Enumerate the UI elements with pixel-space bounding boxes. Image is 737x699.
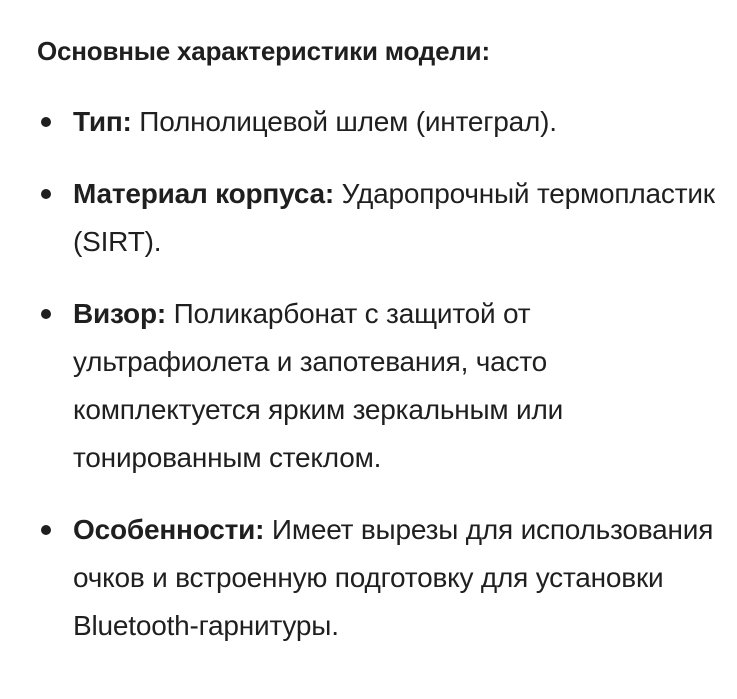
spec-label: Визор: — [73, 298, 166, 329]
spec-item-type — [37, 98, 717, 146]
spec-label: Тип: — [73, 106, 132, 137]
spec-label: Материал корпуса: — [73, 178, 335, 209]
spec-text: Ударопрочный термопластик (SIRT). — [73, 178, 715, 257]
spec-text: Поликарбонат с защитой от ультрафиолета и запотевания, часто комплектуется ярким зеркальным или тонированным стеклом. — [73, 298, 564, 473]
spec-item-material — [37, 170, 717, 266]
section-heading: Основные характеристики модели: — [37, 36, 490, 66]
spec-list — [37, 98, 717, 650]
bullet-icon — [41, 309, 51, 319]
spec-label: Особенности: — [73, 514, 265, 545]
spec-item-visor — [37, 290, 717, 482]
spec-text: Имеет вырезы для использования очков и встроенную подготовку для установки Bluetooth-гарнитуры. — [73, 514, 714, 641]
bullet-icon — [41, 189, 51, 199]
spec-item-features — [37, 506, 717, 650]
spec-text: Полнолицевой шлем (интеграл). — [131, 106, 557, 137]
bullet-icon — [41, 525, 51, 535]
bullet-icon — [41, 117, 51, 127]
